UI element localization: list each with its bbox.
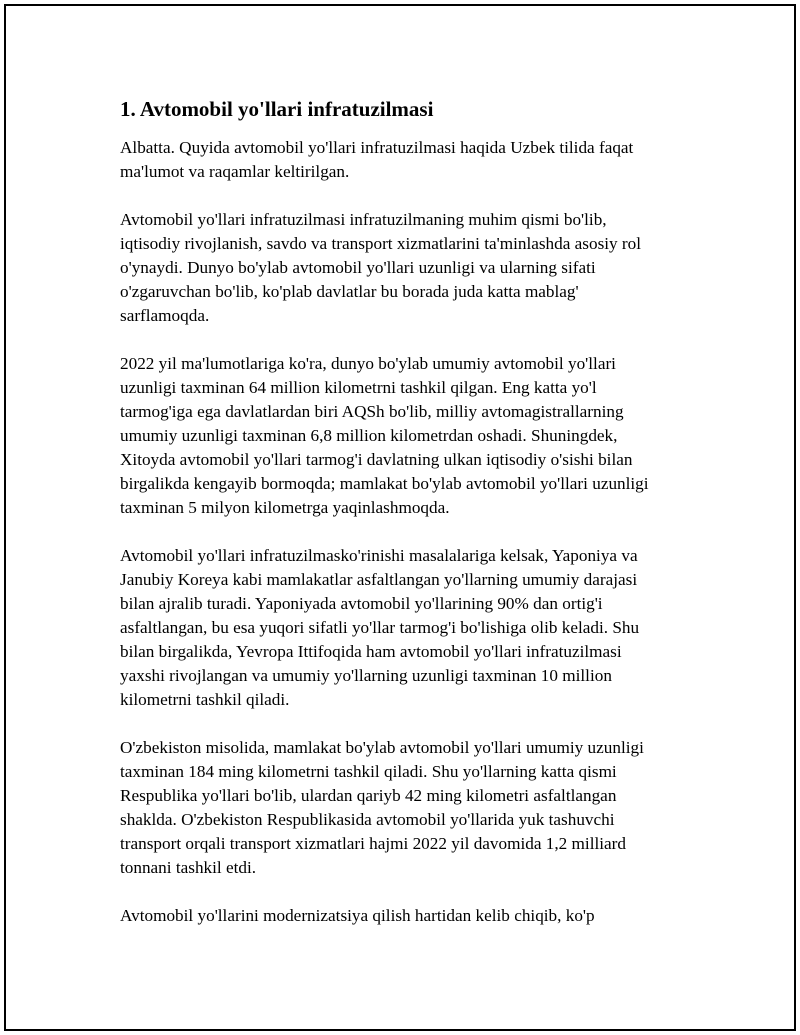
paragraph-line: Respublika yo'llari bo'lib, ulardan qariyb 42 ming kilometri asfaltlangan	[120, 786, 617, 805]
paragraph-line: Avtomobil yo'llari infratuzilmasi infratuzilmaning muhim qismi bo'lib,	[120, 210, 607, 229]
paragraph-line: 2022 yil ma'lumotlariga ko'ra, dunyo bo'ylab umumiy avtomobil yo'llari	[120, 354, 616, 373]
paragraph-line: Avtomobil yo'llari infratuzilmasko'rinishi masalalariga kelsak, Yaponiya va	[120, 546, 638, 565]
paragraph-line: yaxshi rivojlangan va umumiy yo'llarning uzunligi taxminan 10 million	[120, 666, 612, 685]
paragraph-line: bilan birgalikda, Yevropa Ittifoqida ham avtomobil yo'llari infratuzilmasi	[120, 642, 622, 661]
paragraph-line: umumiy uzunligi taxminan 6,8 million kilometrdan oshadi. Shuningdek,	[120, 426, 618, 445]
paragraph-line: Albatta. Quyida avtomobil yo'llari infratuzilmasi haqida Uzbek tilida faqat	[120, 138, 634, 157]
paragraph-line: Xitoyda avtomobil yo'llari tarmog'i davlatning ulkan iqtisodiy o'sishi bilan	[120, 450, 633, 469]
document-page	[4, 4, 796, 1031]
paragraph-line: o'ynaydi. Dunyo bo'ylab avtomobil yo'llari uzunligi va ularning sifati	[120, 258, 596, 277]
paragraph-line: asfaltlangan, bu esa yuqori sifatli yo'llar tarmog'i bo'lishiga olib keladi. Shu	[120, 618, 640, 637]
paragraph-line: bilan ajralib turadi. Yaponiyada avtomobil yo'llarining 90% dan ortig'i	[120, 594, 603, 613]
section-heading: 1. Avtomobil yo'llari infratuzilmasi	[120, 97, 434, 121]
paragraph-line: sarflamoqda.	[120, 306, 210, 325]
paragraph-line: uzunligi taxminan 64 million kilometrni tashkil qilgan. Eng katta yo'l	[120, 378, 597, 397]
paragraph-line: tarmog'iga ega davlatlardan biri AQSh bo'lib, milliy avtomagistrallarning	[120, 402, 624, 421]
paragraph-line: transport orqali transport xizmatlari hajmi 2022 yil davomida 1,2 milliard	[120, 834, 626, 853]
paragraph-line: shaklda. O'zbekiston Respublikasida avtomobil yo'llarida yuk tashuvchi	[120, 810, 615, 829]
document-body	[120, 96, 690, 952]
paragraph	[120, 904, 690, 928]
paragraph	[120, 544, 690, 712]
paragraph	[120, 208, 690, 328]
paragraph-line: kilometrni tashkil qiladi.	[120, 690, 290, 709]
paragraph-line: taxminan 184 ming kilometrni tashkil qiladi. Shu yo'llarning katta qismi	[120, 762, 617, 781]
paragraph	[120, 352, 690, 520]
paragraph-line: Janubiy Koreya kabi mamlakatlar asfaltlangan yo'llarning umumiy darajasi	[120, 570, 638, 589]
paragraph-line: tonnani tashkil etdi.	[120, 858, 257, 877]
paragraph	[120, 736, 690, 880]
paragraph-line: o'zgaruvchan bo'lib, ko'plab davlatlar bu borada juda katta mablag'	[120, 282, 579, 301]
paragraph-line: birgalikda kengayib bormoqda; mamlakat bo'ylab avtomobil yo'llari uzunligi	[120, 474, 649, 493]
paragraph-line: Avtomobil yo'llarini modernizatsiya qilish hartidan kelib chiqib, ko'p	[120, 906, 595, 925]
paragraph-list	[120, 136, 690, 928]
paragraph-line: iqtisodiy rivojlanish, savdo va transport xizmatlarini ta'minlashda asosiy rol	[120, 234, 642, 253]
paragraph-line: ma'lumot va raqamlar keltirilgan.	[120, 162, 350, 181]
paragraph-line: taxminan 5 milyon kilometrga yaqinlashmoqda.	[120, 498, 450, 517]
paragraph	[120, 136, 690, 184]
paragraph-line: O'zbekiston misolida, mamlakat bo'ylab avtomobil yo'llari umumiy uzunligi	[120, 738, 644, 757]
